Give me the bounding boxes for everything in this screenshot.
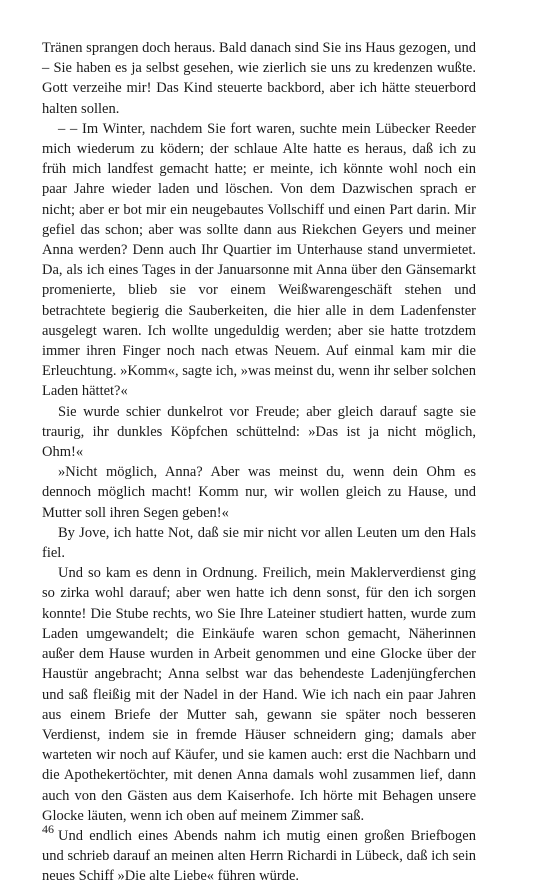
paragraph-4: »Nicht möglich, Anna? Aber was meinst du, wenn dein Ohm es dennoch möglich macht! Komm nur, wir wollen gleich zu Hause, und Mutter soll ihren Segen geben!« [42,464,476,521]
page-number: 46 [42,822,54,836]
paragraph-3: Sie wurde schier dunkelrot vor Freude; aber gleich darauf sagte sie traurig, ihr dunkles Köpfchen schüttelnd: »Das ist ja nicht möglich, Ohm!« [42,403,476,461]
paragraph-2: – – Im Winter, nachdem Sie fort waren, suchte mein Lübecker Reeder mich wiederum zu ködern; der schlaue Alte hatte es heraus, daß ich zu früh mich landfest gemacht hatte; er meinte, ich könnte wohl noch ein paar Jahre wieder laden und löschen. Von dem Dazwischen sprach er nicht; aber er bot mir ein neugebautes Vollschiff und einen Part darin. Mir gefiel das schon; aber was sollte dann aus Riekchen Geyers und meiner Anna werden? Denn auch Ihr Quartier im Unterhause stand unvermietet. Da, als ich eines Tages in der Januarsonne mit Anna über den Gänsemarkt promenierte, blieb sie vor einem Weißwarengeschäft stehen und betrachtete begierig die Sauberkeiten, die hier alle in dem Ladenfenster ausgelegt waren. Ich wollte ungeduldig werden; aber sie hatte trotzdem immer ihren Finger noch nach etwas Neuem. Auf einmal kam mir die Erleuchtung. »Komm«, sagte ich, »was meinst du, wenn ihr selber solchen Laden hättet?« [42,120,476,400]
paragraph-6: Und so kam es denn in Ordnung. Freilich, mein Maklerverdienst ging so zirka wohl darauf; aber wen hatte ich denn sonst, für den ich sorgen konnte! Die Stube rechts, wo Sie Ihre Lateiner studiert hatten, wurde zum Laden umgewandelt; die Einkäufe waren schon gemacht, Näherinnen außer dem Hause wurden in Arbeit genommen und eine Glocke über der Haustür angebracht; Anna selbst war das behendeste Ladenjüngferchen und saß fleißig mit der Nadel in der Hand. Wie ich nach ein paar Jahren aus einem Briefe der Mutter sah, gewann sie später noch besseren Verdienst, indem sie in fremde Häuser schneidern ging; damals aber warteten wir noch auf Käufer, und sie kamen auch: erst die Nachbarn und die Apothekertöchter, mit denen Anna damals wohl zusammen lief, dann auch von den Gästen aus dem Kaiserhofe. Ich hörte mit Behagen unsere Glocke läuten, wenn ich oben auf meinem Zimmer saß. [42,565,476,824]
page-body [42,38,476,887]
paragraph-5: By Jove, ich hatte Not, daß sie mir nicht vor allen Leuten um den Hals fiel. [42,524,476,562]
paragraph-7: Und endlich eines Abends nahm ich mutig einen großen Briefbogen und schrieb darauf an meinen alten Herrn Richardi in Lübeck, daß ich sein neues Schiff »Die alte Liebe« führen würde. [42,827,476,885]
paragraph-1: Tränen sprangen doch heraus. Bald danach sind Sie ins Haus gezogen, und – Sie haben es ja selbst gesehen, wie zierlich sie uns zu kredenzen wußte. Gott verzeihe mir! Das Kind steuerte backbord, aber ich hätte steuerbord halten sollen. [42,40,476,117]
